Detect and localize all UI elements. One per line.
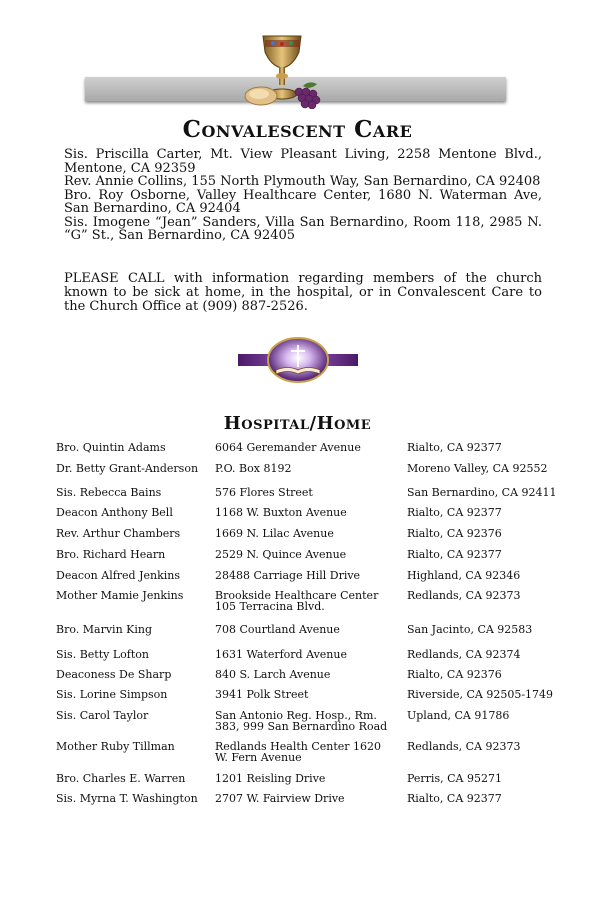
member-address: 3941 Polk Street <box>215 688 309 701</box>
convalescent-list <box>64 148 542 243</box>
chalice-bread-grapes-icon <box>243 34 328 109</box>
member-address: 28488 Carriage Hill Drive <box>215 569 361 582</box>
convalescent-entry: Sis. Imogene “Jean” Sanders, Villa San Bernardino, Room 118, 2985 N. “G” St., San Bernardino, CA 92405 <box>64 214 542 243</box>
member-name: Sis. Rebecca Bains <box>56 486 162 499</box>
member-name: Dr. Betty Grant-Anderson <box>56 462 199 475</box>
member-address: 840 S. Larch Avenue <box>215 668 331 681</box>
member-city: Perris, CA 95271 <box>407 772 502 785</box>
member-name: Sis. Betty Lofton <box>56 648 149 661</box>
member-address: 2707 W. Fairview Drive <box>215 792 345 805</box>
member-address: Brookside Healthcare Center 105 Terracina Blvd. <box>215 589 379 613</box>
member-city: San Jacinto, CA 92583 <box>407 623 533 636</box>
member-city: Rialto, CA 92377 <box>407 441 502 454</box>
member-address: 1201 Reisling Drive <box>215 772 326 785</box>
member-address: 2529 N. Quince Avenue <box>215 548 347 561</box>
member-name: Deaconess De Sharp <box>56 668 172 681</box>
member-name: Mother Ruby Tillman <box>56 740 175 753</box>
member-city: Rialto, CA 92376 <box>407 527 502 540</box>
member-address: 576 Flores Street <box>215 486 313 499</box>
call-note: PLEASE CALL with information regarding members of the church known to be sick at home, in the hospital, or in Convalescent Care to the Church Office at (909) 887-2526. <box>64 271 542 314</box>
member-name: Bro. Marvin King <box>56 623 153 636</box>
convalescent-entry: Sis. Priscilla Carter, Mt. View Pleasant Living, 2258 Mentone Blvd., Mentone, CA 92359 <box>64 147 542 176</box>
bible-cross-icon <box>238 337 358 383</box>
member-address: 1168 W. Buxton Avenue <box>215 506 347 519</box>
member-address: 1669 N. Lilac Avenue <box>215 527 334 540</box>
member-name: Bro. Richard Hearn <box>56 548 166 561</box>
member-name: Mother Mamie Jenkins <box>56 589 184 602</box>
member-name: Bro. Quintin Adams <box>56 441 166 454</box>
member-address: P.O. Box 8192 <box>215 462 292 475</box>
convalescent-entry: Bro. Roy Osborne, Valley Healthcare Center, 1680 N. Waterman Ave, San Bernardino, CA 92404 <box>64 187 542 216</box>
member-address: 708 Courtland Avenue <box>215 623 340 636</box>
member-address: 1631 Waterford Avenue <box>215 648 347 661</box>
member-city: Moreno Valley, CA 92552 <box>407 462 548 475</box>
convalescent-entry: Rev. Annie Collins, 155 North Plymouth Way, San Bernardino, CA 92408 <box>64 174 541 189</box>
member-name: Sis. Lorine Simpson <box>56 688 168 701</box>
member-city: Redlands, CA 92374 <box>407 648 521 661</box>
member-name: Sis. Myrna T. Washington <box>56 792 198 805</box>
hospital-home-title: Hospital/Home <box>223 413 372 434</box>
member-city: Redlands, CA 92373 <box>407 589 521 602</box>
member-name: Sis. Carol Taylor <box>56 709 149 722</box>
member-name: Bro. Charles E. Warren <box>56 772 186 785</box>
member-address: Redlands Health Center 1620 W. Fern Avenue <box>215 740 382 764</box>
convalescent-title: Convalescent Care <box>182 116 413 143</box>
member-city: Rialto, CA 92377 <box>407 548 502 561</box>
member-city: Rialto, CA 92377 <box>407 792 502 805</box>
member-name: Rev. Arthur Chambers <box>56 527 181 540</box>
member-city: Rialto, CA 92377 <box>407 506 502 519</box>
member-city: Redlands, CA 92373 <box>407 740 521 753</box>
member-name: Deacon Anthony Bell <box>56 506 173 519</box>
member-name: Deacon Alfred Jenkins <box>56 569 181 582</box>
member-address: 6064 Geremander Avenue <box>215 441 361 454</box>
member-city: Upland, CA 91786 <box>407 709 510 722</box>
member-city: Rialto, CA 92376 <box>407 668 502 681</box>
member-city: San Bernardino, CA 92411 <box>407 486 557 499</box>
member-city: Riverside, CA 92505-1749 <box>407 688 554 701</box>
member-address: San Antonio Reg. Hosp., Rm. 383, 999 San Bernardino Road <box>215 709 388 733</box>
member-city: Highland, CA 92346 <box>407 569 521 582</box>
